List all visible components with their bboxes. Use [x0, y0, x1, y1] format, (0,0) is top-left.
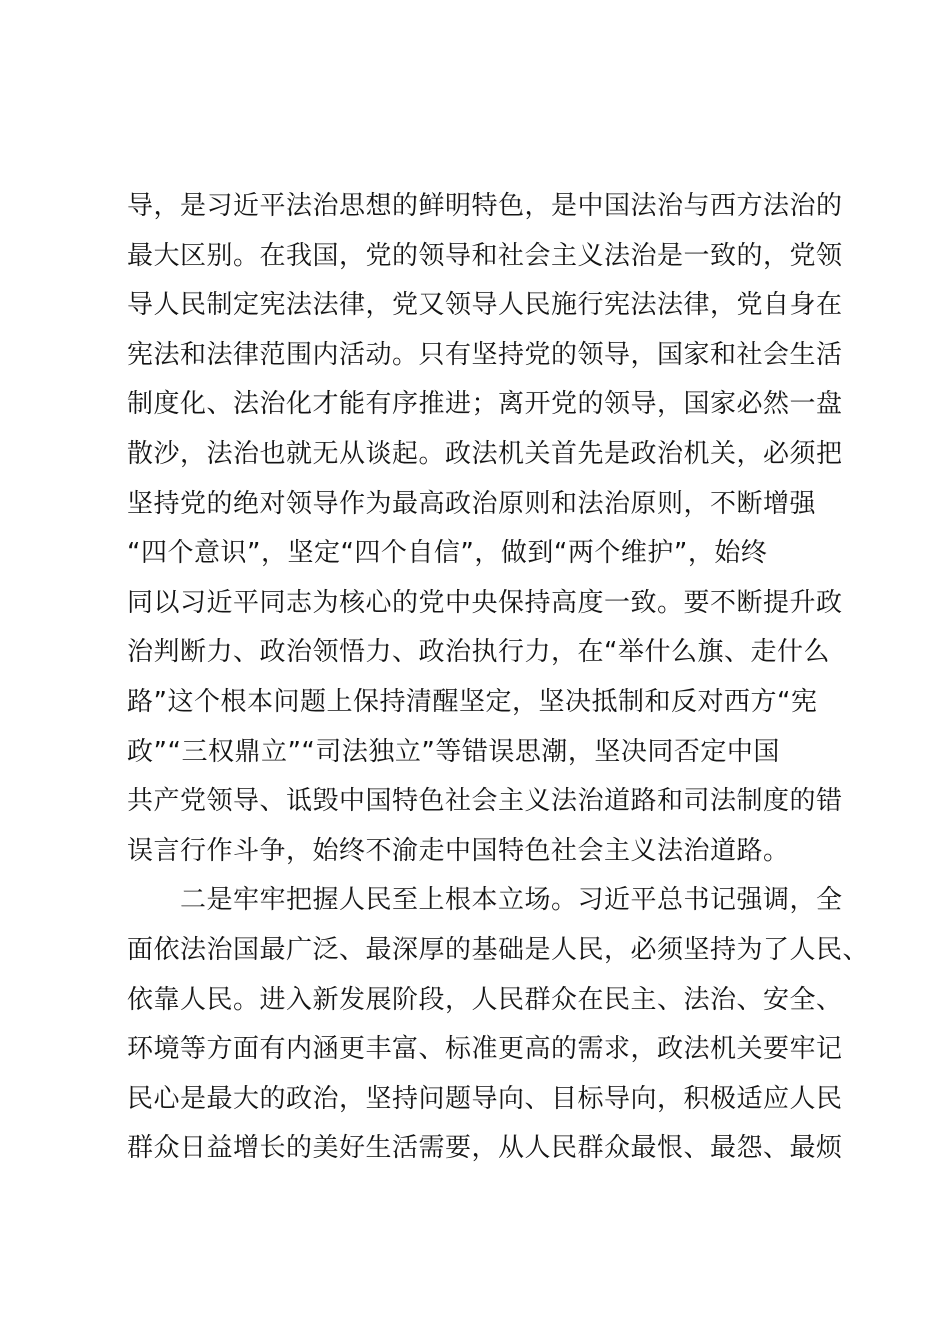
text-line: 民心是最大的政治，坚持问题导向、目标导向，积极适应人民: [127, 1083, 843, 1114]
text-line: 导，是习近平法治思想的鲜明特色，是中国法治与西方法治的: [127, 191, 843, 221]
text-line: 群众日益增长的美好生活需要，从人民群众最恨、最怨、最烦: [127, 1133, 843, 1164]
text-line: 宪法和法律范围内活动。只有坚持党的领导，国家和社会生活: [127, 339, 843, 370]
text-line: 环境等方面有内涵更丰富、标准更高的需求，政法机关要牢记: [127, 1034, 843, 1065]
text-line: 误言行作斗争，始终不渝走中国特色社会主义法治道路。: [127, 835, 790, 866]
paragraph-start-line: 二是牢牢把握人民至上根本立场。习近平总书记强调，全: [127, 885, 843, 916]
text-line: 制度化、法治化才能有序推进；离开党的领导，国家必然一盘: [127, 389, 843, 420]
text-line: 路”这个根本问题上保持清醒坚定，坚决抵制和反对西方“宪: [127, 686, 818, 717]
text-line: 最大区别。在我国，党的领导和社会主义法治是一致的，党领: [127, 240, 843, 271]
text-line: 散沙，法治也就无从谈起。政法机关首先是政治机关，必须把: [127, 438, 843, 469]
text-line: 依靠人民。进入新发展阶段，人民群众在民主、法治、安全、: [127, 984, 843, 1015]
body-text: [127, 182, 870, 1174]
text-line: 面依法治国最广泛、最深厚的基础是人民，必须坚持为了人民、: [127, 934, 870, 965]
text-line: 同以习近平同志为核心的党中央保持高度一致。要不断提升政: [127, 587, 843, 618]
text-line: 政”“三权鼎立”“司法独立”等错误思潮，坚决同否定中国: [127, 736, 780, 767]
text-line: 治判断力、政治领悟力、政治执行力，在“举什么旗、走什么: [127, 637, 830, 668]
text-line: 导人民制定宪法法律，党又领导人民施行宪法法律，党自身在: [127, 290, 843, 321]
text-line: 共产党领导、诋毁中国特色社会主义法治道路和司法制度的错: [127, 786, 843, 817]
text-line: 坚持党的绝对领导作为最高政治原则和法治原则，不断增强: [127, 488, 817, 519]
text-line: “四个意识”，坚定“四个自信”，做到“两个维护”，始终: [127, 538, 768, 569]
